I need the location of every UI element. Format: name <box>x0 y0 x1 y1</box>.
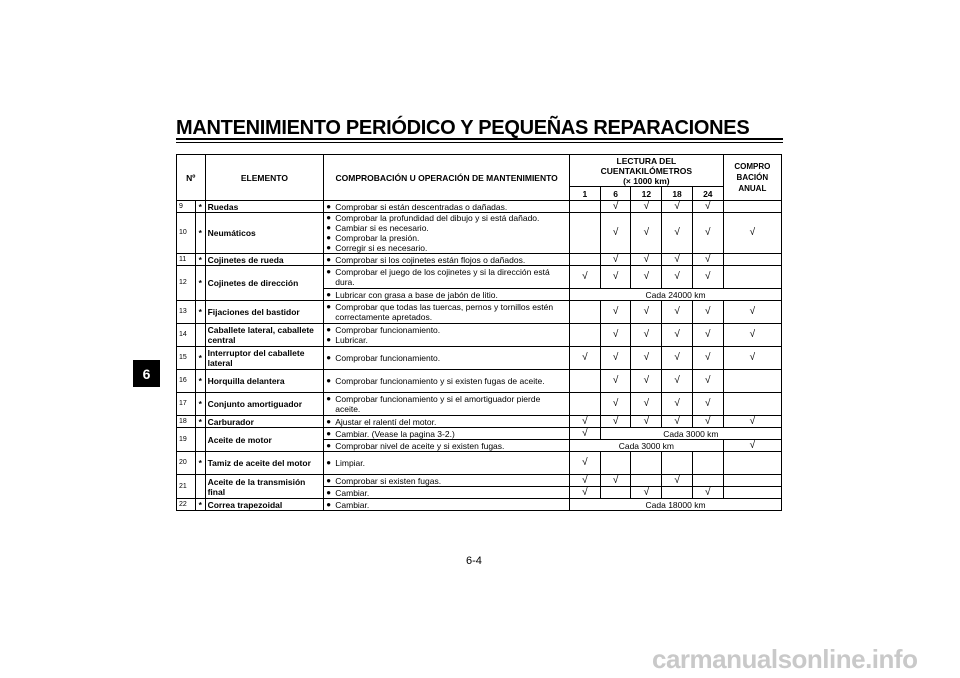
row-number: 22 <box>177 499 196 511</box>
row-element: Horquilla delantera <box>205 370 324 393</box>
annual-cell <box>723 266 781 289</box>
check-cell: √ <box>600 324 631 347</box>
table-row <box>177 416 782 428</box>
annual-cell: √ <box>723 347 781 370</box>
row-operation <box>324 301 570 324</box>
annual-cell <box>723 370 781 393</box>
check-cell <box>662 452 693 475</box>
check-cell: √ <box>600 416 631 428</box>
check-cell: √ <box>692 487 723 499</box>
check-cell <box>692 475 723 487</box>
check-cell: √ <box>600 475 631 487</box>
check-cell: √ <box>662 393 693 416</box>
bullet-icon: ● <box>326 499 332 509</box>
check-cell: √ <box>600 254 631 266</box>
table-row <box>177 370 782 393</box>
operation-text: Comprobar funcionamiento y si existen fugas de aceite. <box>335 376 545 386</box>
operation-text: Comprobar que todas las tuercas, pernos y tornillos estén correctamente apretados. <box>335 302 554 322</box>
operation-text: Comprobar si existen fugas. <box>335 475 442 486</box>
maintenance-table <box>176 154 782 511</box>
annual-cell <box>723 201 781 213</box>
bullet-icon: ● <box>326 325 332 334</box>
check-cell: √ <box>692 416 723 428</box>
operation-text: Cambiar. <box>335 487 370 498</box>
row-operation <box>324 475 570 487</box>
row-number: 12 <box>177 266 196 301</box>
operation-text: Comprobar la profundidad del dibujo y si está dañado. <box>335 213 540 223</box>
header-odometer <box>570 155 724 187</box>
header-annual <box>723 155 781 201</box>
check-cell: √ <box>692 266 723 289</box>
table-row <box>177 475 782 487</box>
check-cell: √ <box>600 347 631 370</box>
annual-cell: √ <box>723 324 781 347</box>
check-cell: √ <box>662 475 693 487</box>
row-element: Carburador <box>205 416 324 428</box>
check-cell: √ <box>662 201 693 213</box>
check-cell: √ <box>692 213 723 254</box>
table-row <box>177 254 782 266</box>
table-row <box>177 301 782 324</box>
row-star: * <box>196 213 206 254</box>
operation-text: Comprobar funcionamiento. <box>335 325 441 335</box>
check-cell: √ <box>692 201 723 213</box>
operation-text: Comprobar funcionamiento. <box>335 353 441 363</box>
interval-cell: Cada 3000 km <box>570 440 724 452</box>
check-cell: √ <box>570 475 601 487</box>
row-number: 16 <box>177 370 196 393</box>
table-row <box>177 428 782 440</box>
table-row <box>177 499 782 511</box>
row-number: 13 <box>177 301 196 324</box>
row-star: * <box>196 416 206 428</box>
bullet-icon: ● <box>326 335 332 344</box>
operation-text: Comprobar nivel de aceite y si existen fugas. <box>335 440 505 451</box>
check-cell: √ <box>692 301 723 324</box>
row-number: 11 <box>177 254 196 266</box>
annual-cell <box>723 254 781 266</box>
check-cell: √ <box>600 213 631 254</box>
header-km: 12 <box>631 187 662 201</box>
row-element: Aceite de motor <box>205 428 324 452</box>
row-operation <box>324 347 570 370</box>
operation-text: Cambiar si es necesario. <box>335 223 429 233</box>
check-cell <box>570 393 601 416</box>
check-cell: √ <box>600 370 631 393</box>
check-cell: √ <box>631 201 662 213</box>
annual-cell: √ <box>723 301 781 324</box>
check-cell: √ <box>600 393 631 416</box>
check-cell: √ <box>631 347 662 370</box>
check-cell <box>570 301 601 324</box>
row-element: Cojinetes de rueda <box>205 254 324 266</box>
annual-cell: √ <box>723 213 781 254</box>
check-cell: √ <box>692 393 723 416</box>
row-operation <box>324 254 570 266</box>
header-annual-label: COMPRO BACIÓN ANUAL <box>734 162 771 193</box>
check-cell: √ <box>600 201 631 213</box>
bullet-icon: ● <box>326 302 332 311</box>
footer-watermark[interactable]: carmanualsonline.info <box>652 644 918 674</box>
row-element: Tamiz de aceite del motor <box>205 452 324 475</box>
row-operation <box>324 201 570 213</box>
row-operation <box>324 370 570 393</box>
row-operation <box>324 213 570 254</box>
row-element: Conjunto amortiguador <box>205 393 324 416</box>
row-number: 17 <box>177 393 196 416</box>
bullet-icon: ● <box>326 416 332 426</box>
page-number: 6-4 <box>466 555 482 567</box>
annual-cell: √ <box>723 440 781 452</box>
header-num: Nº <box>177 155 206 201</box>
table-row <box>177 452 782 475</box>
operation-text: Ajustar el ralentí del motor. <box>335 416 437 427</box>
row-operation <box>324 487 570 499</box>
bullet-icon: ● <box>326 376 332 385</box>
operation-text: Limpiar. <box>335 458 366 468</box>
row-element: Cojinetes de dirección <box>205 266 324 301</box>
check-cell: √ <box>570 416 601 428</box>
section-tab: 6 <box>133 360 160 387</box>
check-cell <box>570 324 601 347</box>
table-row <box>177 266 782 289</box>
page-title: MANTENIMIENTO PERIÓDICO Y PEQUEÑAS REPARACIONES <box>176 117 750 139</box>
header-odometer-unit: (× 1000 km) <box>623 175 670 186</box>
check-cell: √ <box>600 266 631 289</box>
row-star <box>196 428 206 452</box>
table-row <box>177 213 782 254</box>
check-cell: √ <box>570 487 601 499</box>
interval-cell: Cada 3000 km <box>600 428 781 440</box>
check-cell <box>600 487 631 499</box>
table-row <box>177 347 782 370</box>
row-star <box>196 324 206 347</box>
check-cell <box>631 452 662 475</box>
check-cell <box>570 213 601 254</box>
bullet-icon: ● <box>326 223 332 232</box>
row-operation <box>324 289 570 301</box>
row-number: 19 <box>177 428 196 452</box>
check-cell: √ <box>570 428 601 440</box>
row-star: * <box>196 347 206 370</box>
bullet-icon: ● <box>326 440 332 450</box>
check-cell <box>570 370 601 393</box>
row-operation <box>324 393 570 416</box>
row-number: 18 <box>177 416 196 428</box>
bullet-icon: ● <box>326 487 332 497</box>
check-cell: √ <box>631 393 662 416</box>
check-cell: √ <box>692 254 723 266</box>
annual-cell: √ <box>723 416 781 428</box>
operation-text: Cambiar. <box>335 499 370 510</box>
check-cell: √ <box>662 301 693 324</box>
row-star: * <box>196 266 206 301</box>
row-number: 21 <box>177 475 196 499</box>
check-cell: √ <box>631 254 662 266</box>
row-operation <box>324 416 570 428</box>
operation-text: Comprobar el juego de los cojinetes y si la dirección está dura. <box>335 267 550 287</box>
bullet-icon: ● <box>326 267 332 276</box>
check-cell: √ <box>692 347 723 370</box>
row-element: Interruptor del caballete lateral <box>205 347 324 370</box>
row-element: Fijaciones del bastidor <box>205 301 324 324</box>
row-element: Caballete lateral, caballete central <box>205 324 324 347</box>
check-cell: √ <box>692 370 723 393</box>
title-rule-thick <box>176 138 783 140</box>
row-element: Correa trapezoidal <box>205 499 324 511</box>
check-cell: √ <box>662 347 693 370</box>
row-number: 10 <box>177 213 196 254</box>
row-number: 15 <box>177 347 196 370</box>
interval-cell: Cada 18000 km <box>570 499 782 511</box>
check-cell <box>570 201 601 213</box>
header-check: COMPROBACIÓN U OPERACIÓN DE MANTENIMIENTO <box>324 155 570 201</box>
bullet-icon: ● <box>326 233 332 242</box>
bullet-icon: ● <box>326 254 332 264</box>
bullet-icon: ● <box>326 353 332 362</box>
annual-cell <box>723 452 781 475</box>
check-cell <box>600 452 631 475</box>
table-row <box>177 201 782 213</box>
check-cell <box>692 452 723 475</box>
check-cell: √ <box>570 266 601 289</box>
check-cell: √ <box>662 370 693 393</box>
check-cell: √ <box>631 266 662 289</box>
operation-text: Comprobar si están descentradas o dañadas. <box>335 201 508 212</box>
check-cell: √ <box>570 452 601 475</box>
bullet-icon: ● <box>326 458 332 467</box>
table-row <box>177 393 782 416</box>
check-cell: √ <box>662 324 693 347</box>
row-number: 20 <box>177 452 196 475</box>
annual-cell <box>723 475 781 487</box>
interval-cell: Cada 24000 km <box>570 289 782 301</box>
table-row <box>177 324 782 347</box>
row-element: Aceite de la transmisión final <box>205 475 324 499</box>
bullet-icon: ● <box>326 201 332 211</box>
bullet-icon: ● <box>326 213 332 222</box>
check-cell: √ <box>662 213 693 254</box>
check-cell <box>570 254 601 266</box>
operation-text: Comprobar funcionamiento y si el amortiguador pierde aceite. <box>335 394 541 414</box>
check-cell: √ <box>631 370 662 393</box>
operation-text: Lubricar. <box>335 335 368 345</box>
row-star <box>196 475 206 499</box>
header-odometer-label: LECTURA DEL CUENTAKILÓMETROS <box>600 155 693 176</box>
row-star: * <box>196 370 206 393</box>
row-operation <box>324 440 570 452</box>
bullet-icon: ● <box>326 394 332 403</box>
check-cell: √ <box>631 324 662 347</box>
operation-text: Comprobar si los cojinetes están flojos o dañados. <box>335 254 526 265</box>
check-cell <box>631 475 662 487</box>
check-cell: √ <box>631 416 662 428</box>
annual-cell <box>723 393 781 416</box>
row-star: * <box>196 452 206 475</box>
row-operation <box>324 428 570 440</box>
bullet-icon: ● <box>326 289 332 299</box>
row-number: 14 <box>177 324 196 347</box>
check-cell: √ <box>570 347 601 370</box>
row-element: Neumáticos <box>205 213 324 254</box>
check-cell: √ <box>662 254 693 266</box>
row-star: * <box>196 254 206 266</box>
row-star: * <box>196 499 206 511</box>
header-km: 24 <box>692 187 723 201</box>
check-cell: √ <box>631 487 662 499</box>
row-star: * <box>196 301 206 324</box>
operation-text: Cambiar. (Vease la pagina 3-2.) <box>335 428 455 439</box>
bullet-icon: ● <box>326 428 332 438</box>
header-km: 1 <box>570 187 601 201</box>
check-cell: √ <box>662 416 693 428</box>
check-cell: √ <box>631 213 662 254</box>
operation-text: Corregir si es necesario. <box>335 243 428 253</box>
operation-text: Comprobar la presión. <box>335 233 420 243</box>
annual-cell <box>723 487 781 499</box>
header-km: 18 <box>662 187 693 201</box>
row-star: * <box>196 393 206 416</box>
title-rule-thin <box>176 142 783 143</box>
bullet-icon: ● <box>326 475 332 485</box>
row-element: Ruedas <box>205 201 324 213</box>
row-operation <box>324 324 570 347</box>
header-element: ELEMENTO <box>205 155 324 201</box>
header-km: 6 <box>600 187 631 201</box>
row-number: 9 <box>177 201 196 213</box>
row-operation <box>324 452 570 475</box>
row-star: * <box>196 201 206 213</box>
row-operation <box>324 266 570 289</box>
check-cell: √ <box>631 301 662 324</box>
bullet-icon: ● <box>326 243 332 252</box>
check-cell: √ <box>600 301 631 324</box>
check-cell: √ <box>662 266 693 289</box>
check-cell <box>662 487 693 499</box>
operation-text: Lubricar con grasa a base de jabón de litio. <box>335 289 498 300</box>
check-cell: √ <box>692 324 723 347</box>
row-operation <box>324 499 570 511</box>
